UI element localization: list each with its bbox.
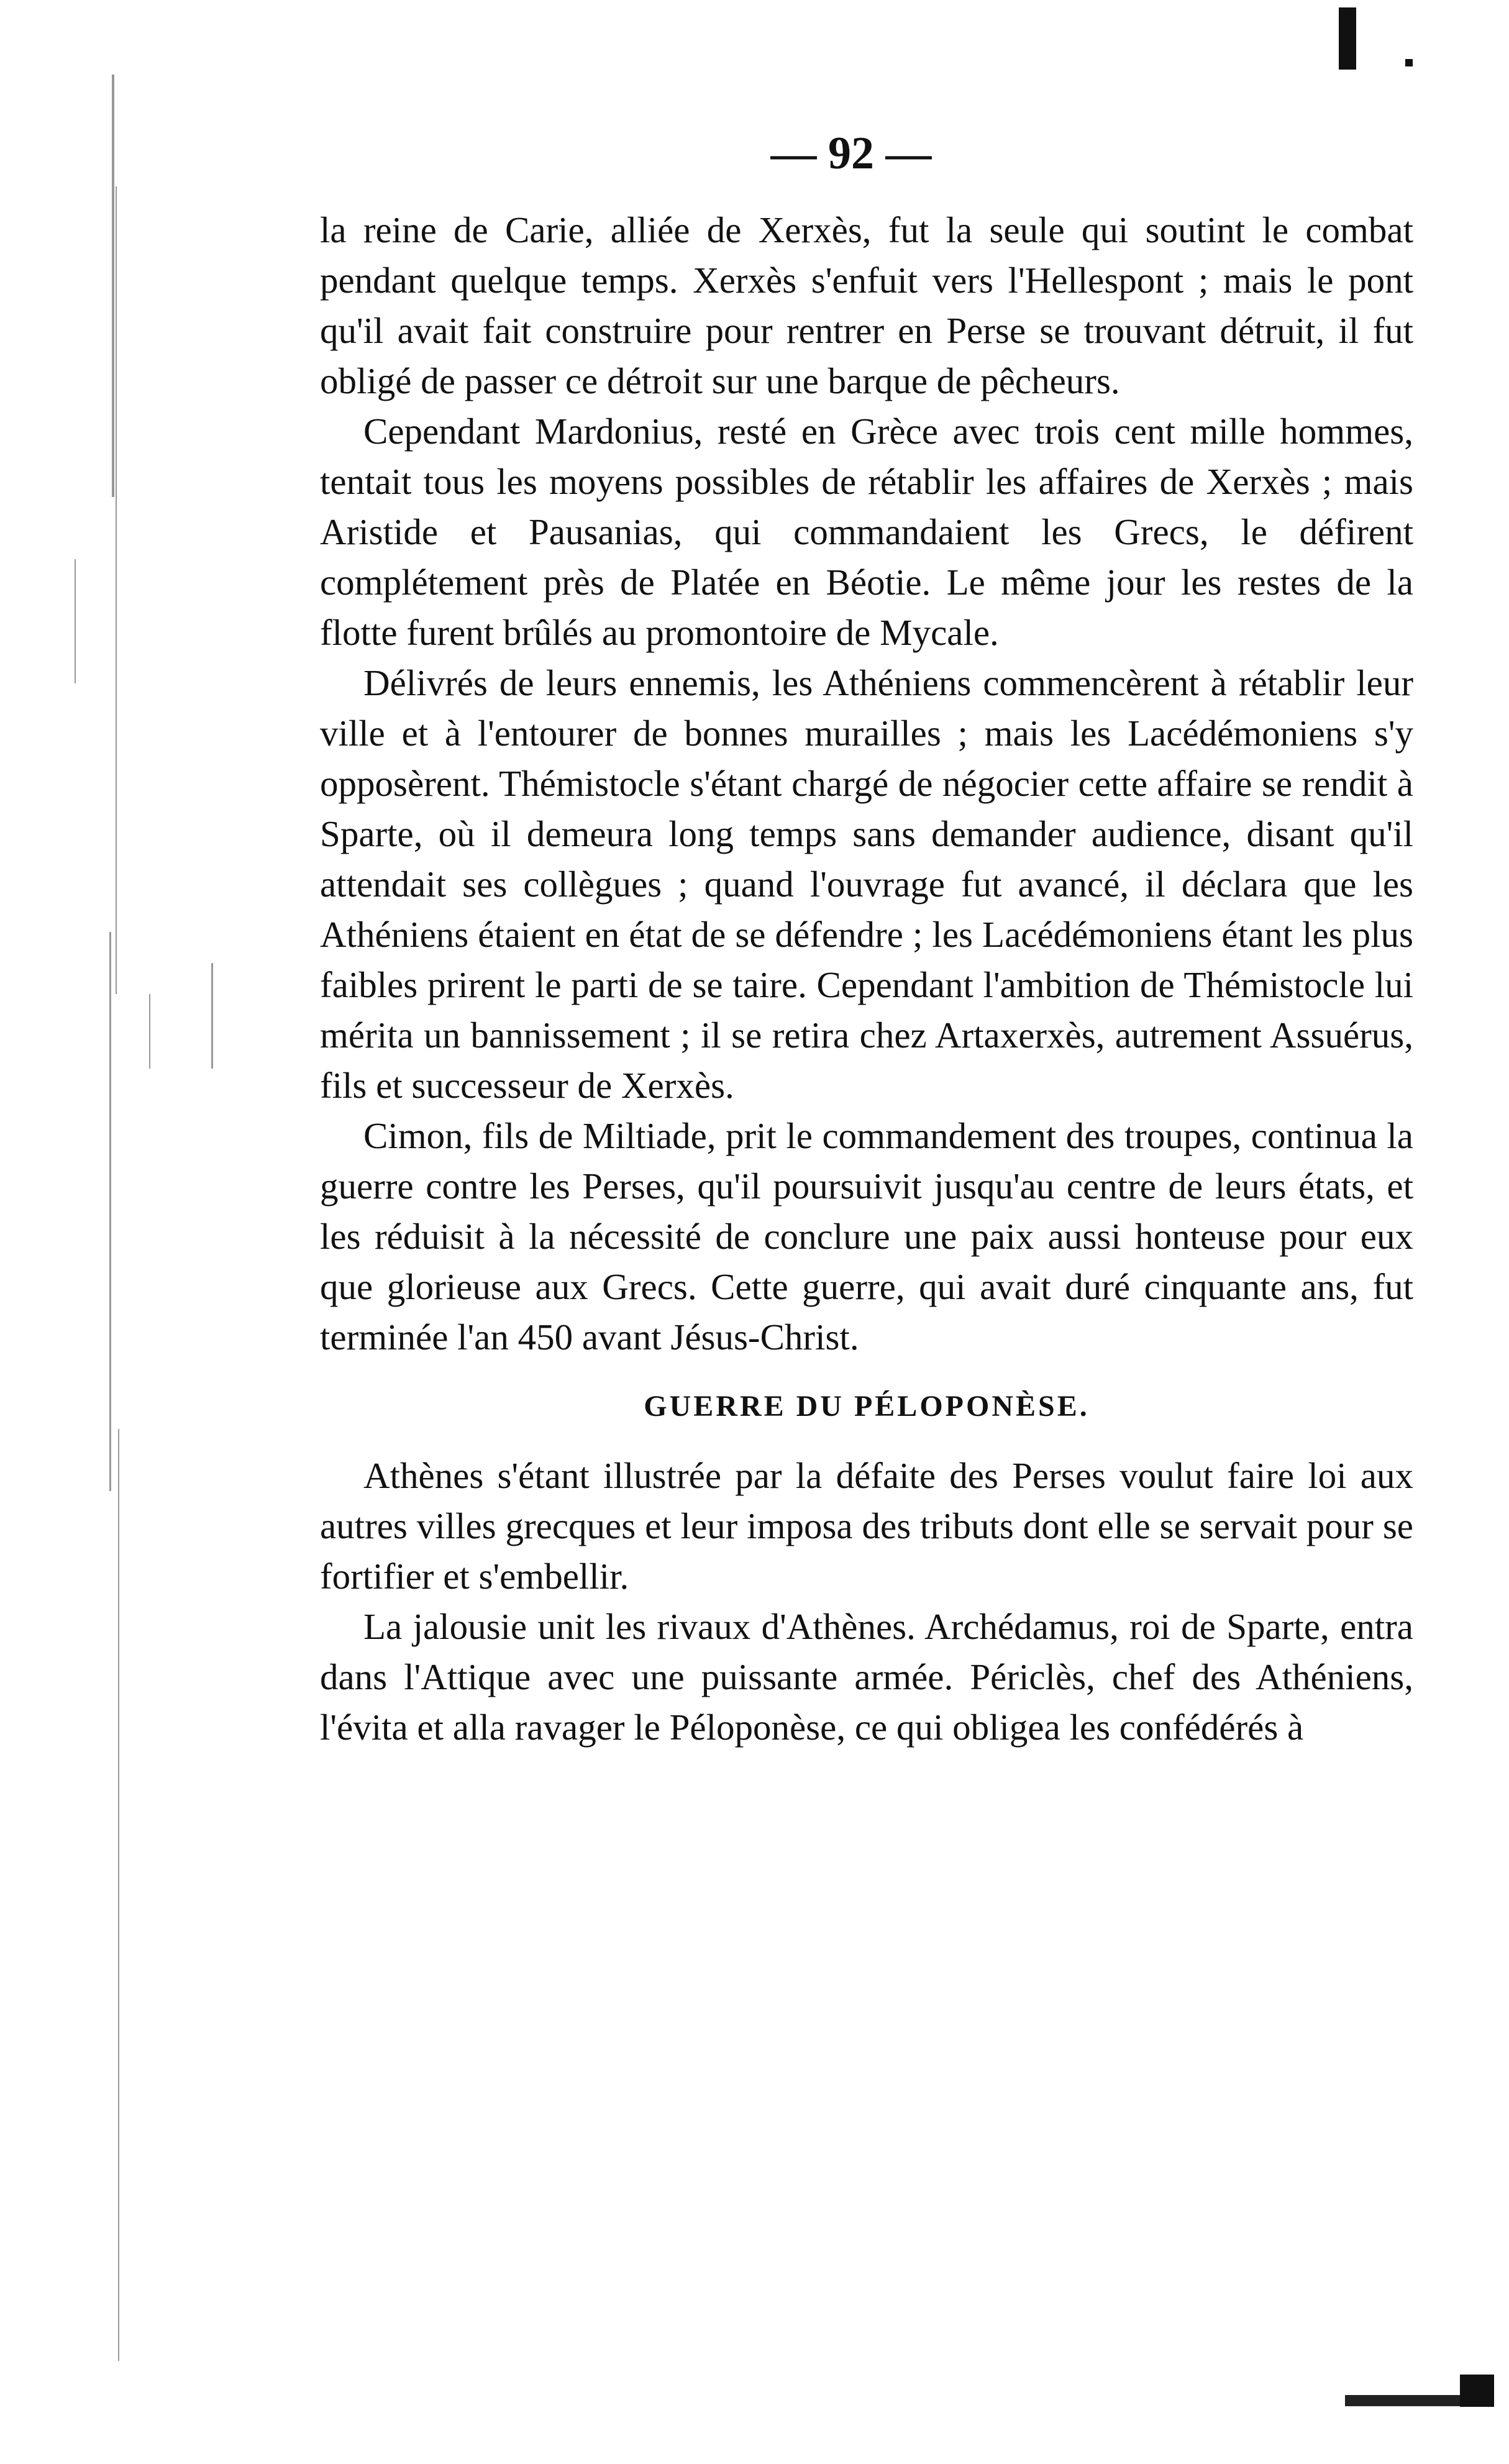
paragraph-2: Cependant Mardonius, resté en Grèce avec trois cent mille hommes, tentait tous les moyens possibles de rétablir les affaires de Xerxès ; mais Aristide et Pausanias, qui commandaient les Grecs, le défirent complétement près de Platée en Béotie. Le même jour les restes de la flotte furent brûlés au promontoire de Mycale.: [320, 411, 1413, 653]
paragraph-4: Cimon, fils de Miltiade, prit le commandement des troupes, continua la guerre contre les Perses, qu'il poursuivit jusqu'au centre de leurs états, et les réduisit à la nécessité de conclure une paix aussi honteuse pour eux que glorieuse aux Grecs. Cette guerre, qui avait duré cinquante ans, fut terminée l'an 450 avant Jésus-Christ.: [320, 1115, 1413, 1357]
section-paragraph-2: La jalousie unit les rivaux d'Athènes. Archédamus, roi de Sparte, entra dans l'Attique avec une puissante armée. Périclès, chef des Athéniens, l'évita et alla ravager le Péloponèse, ce qui obligea les confédérés à: [320, 1606, 1413, 1748]
text-column: [320, 205, 1413, 1753]
scan-bottom-block: [1460, 2375, 1494, 2407]
section-heading: GUERRE DU PÉLOPONÈSE.: [644, 1390, 1090, 1423]
paragraph-1: la reine de Carie, alliée de Xerxès, fut la seule qui soutint le combat pendant quelque temps. Xerxès s'enfuit vers l'Hellespont ; mais le pont qu'il avait fait construire pour rentrer en Perse se trouvant détruit, il fut obligé de passer ce détroit sur une barque de pêcheurs.: [320, 209, 1413, 401]
scan-corner-dot: [1405, 59, 1413, 66]
section-paragraph-1: Athènes s'étant illustrée par la défaite des Perses voulut faire loi aux autres villes grecques et leur imposa des tributs dont elle se servait pour se fortifier et s'embellir.: [320, 1455, 1413, 1597]
scanned-gutter-edge: [56, 0, 217, 2464]
scan-corner-mark: [1339, 7, 1356, 70]
paragraph-3: Délivrés de leurs ennemis, les Athéniens commencèrent à rétablir leur ville et à l'entourer de bonnes murailles ; mais les Lacédémoniens s'y opposèrent. Thémistocle s'étant chargé de négocier cette affaire se rendit à Sparte, où il demeura long temps sans demander audience, disant qu'il attendait ses collègues ; quand l'ouvrage fut avancé, il déclara que les Athéniens étaient en état de se défendre ; les Lacédémoniens étant les plus faibles prirent le parti de se taire. Cependant l'ambition de Thémistocle lui mérita un bannissement ; il se retira chez Artaxerxès, autrement Assuérus, fils et successeur de Xerxès.: [320, 662, 1413, 1106]
page-number: — 92 —: [770, 128, 932, 179]
